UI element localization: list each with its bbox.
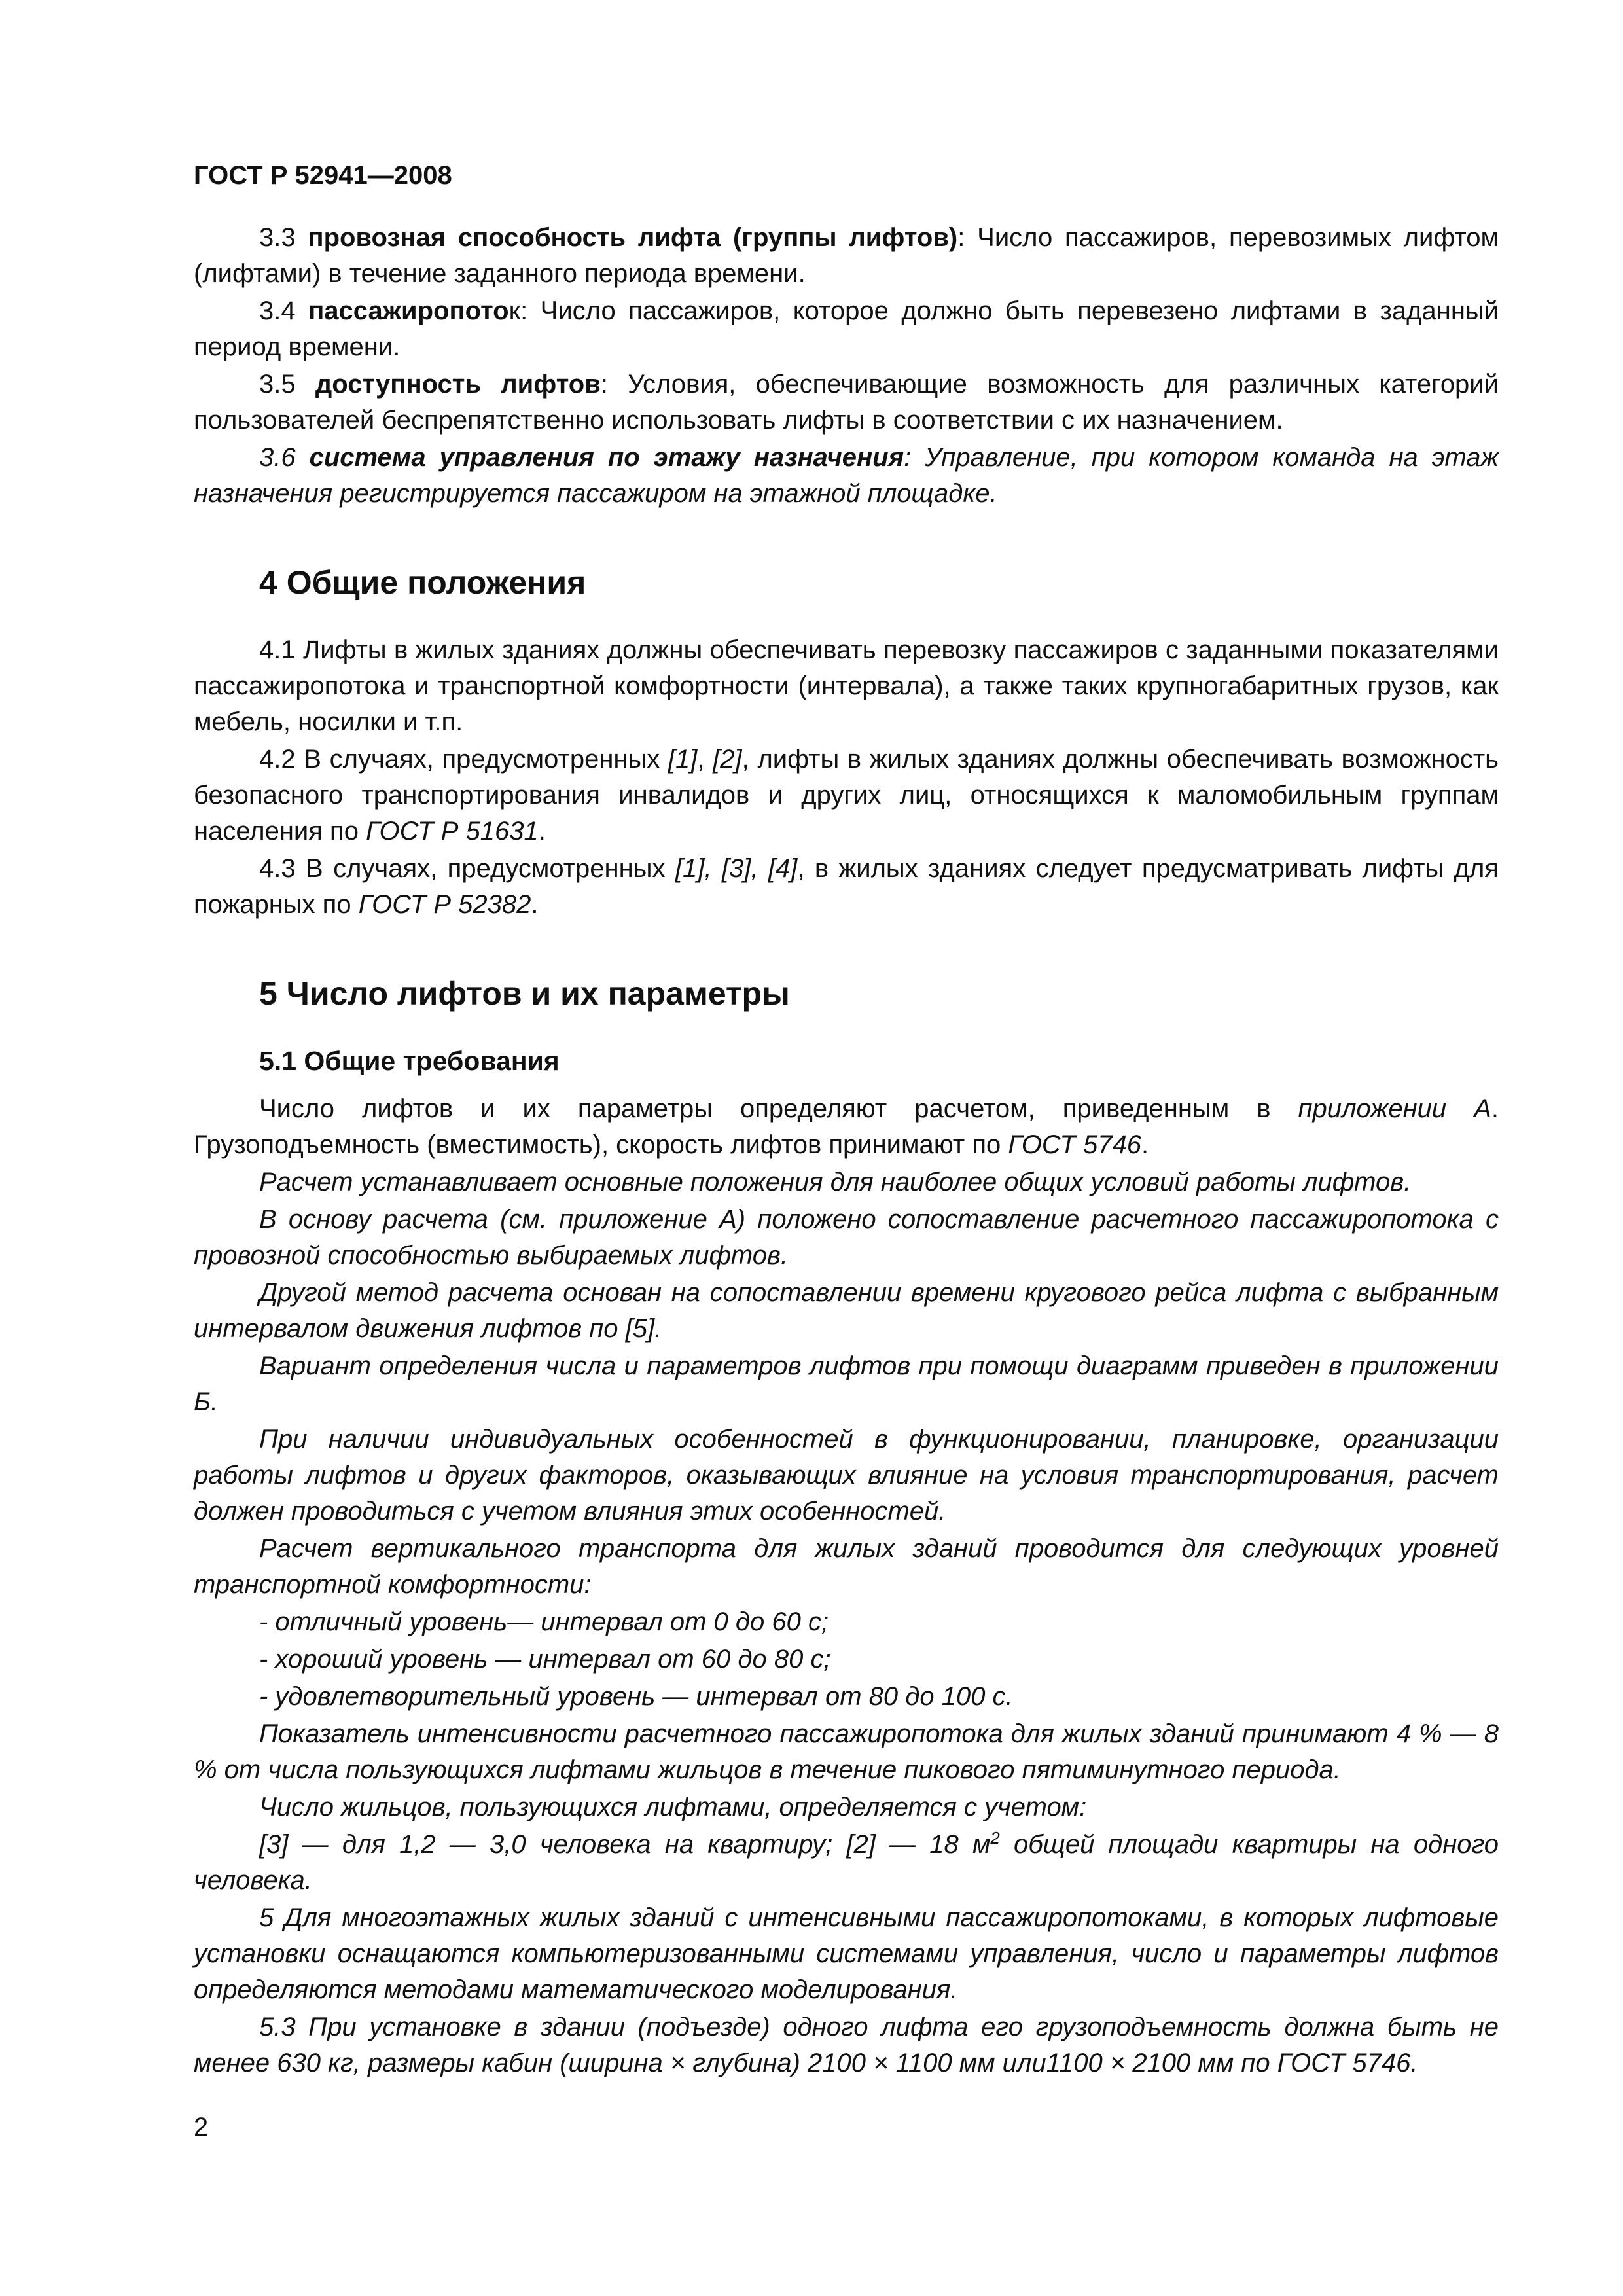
clause-number: 3.6	[259, 443, 310, 472]
section-4-heading: 4 Общие положения	[259, 564, 586, 601]
reference-link[interactable]: [1]	[668, 745, 698, 774]
document-code: ГОСТ Р 52941—2008	[194, 161, 452, 190]
reference-link[interactable]: [1], [3], [4]	[675, 854, 798, 883]
document-body	[194, 220, 1499, 2083]
paragraph-calculation	[194, 1091, 1499, 1163]
paragraph	[194, 1827, 1499, 1899]
paragraph-text: общей площади квартиры на одного человека.	[194, 1830, 1499, 1895]
clause-5-3: 5.3 При установке в здании (подъезде) одного лифта его грузоподъемность должна быть не менее 630 кг, размеры кабин (ширина × глубина) 2100 × 1100 мм или1100 × 2100 мм по ГОСТ 5746.	[194, 2013, 1499, 2077]
clause-3-5	[194, 367, 1499, 439]
clause-text: 4.2 В случаях, предусмотренных	[259, 745, 668, 774]
standard-reference[interactable]: ГОСТ Р 52382	[358, 890, 531, 919]
clause-3-3	[194, 220, 1499, 292]
defined-term-tail: к	[508, 296, 521, 325]
defined-term: доступность лифтов	[315, 370, 601, 399]
defined-term: система управления по этажу назначения	[309, 443, 904, 472]
list-item: - хороший уровень — интервал от 60 до 80 с;	[259, 1645, 831, 1674]
paragraph: Вариант определения числа и параметров лифтов при помощи диаграмм приведен в приложении Б.	[194, 1352, 1499, 1416]
clause-text: , лифты в жилых зданиях должны обеспечивать возможность безопасного транспортирования инвалидов и других лиц, относящихся к маломобильным группам населения по	[194, 745, 1499, 846]
list-item: - отличный уровень— интервал от 0 до 60 с;	[259, 1607, 829, 1636]
clause-number: 3.4	[259, 296, 309, 325]
paragraph: Расчет вертикального транспорта для жилых зданий проводится для следующих уровней транспортной комфортности:	[194, 1534, 1499, 1599]
clause-number: 3.5	[259, 370, 315, 399]
defined-term: пассажиропото	[308, 296, 509, 325]
definition-text: : Условия, обеспечивающие возможность для различных категорий пользователей беспрепятственно использовать лифты в соответствии с их назначением.	[194, 370, 1499, 435]
appendix-reference[interactable]: приложении А	[1298, 1094, 1491, 1123]
paragraph: При наличии индивидуальных особенностей в функционировании, планировке, организации работы лифтов и других факторов, оказывающих влияние на условия транспортирования, расчет должен проводиться с учетом влияния этих особенностей.	[194, 1425, 1499, 1526]
paragraph: Другой метод расчета основан на сопоставлении времени кругового рейса лифта с выбранным интервалом движения лифтов по [5].	[194, 1278, 1499, 1343]
subsection-5-1-heading: 5.1 Общие требования	[259, 1046, 560, 1076]
definition-text: : Число пассажиров, которое должно быть перевезено лифтами в заданный период времени.	[194, 296, 1499, 361]
reference-link[interactable]: [2]	[713, 745, 742, 774]
paragraph-text: Число лифтов и их параметры определяют расчетом, приведенным в	[259, 1094, 1298, 1123]
list-item: - удовлетворительный уровень — интервал от 80 до 100 с.	[259, 1682, 1013, 1711]
clause-end: .	[538, 817, 546, 846]
paragraph: В основу расчета (см. приложение А) положено сопоставление расчетного пассажиропотока с провозной способностью выбираемых лифтов.	[194, 1205, 1499, 1270]
clause-3-6	[194, 440, 1499, 512]
clause-4-1: 4.1 Лифты в жилых зданиях должны обеспечивать перевозку пассажиров с заданными показателями пассажиропотока и транспортной комфортности (интервала), а также таких крупногабаритных грузов, как мебель, носилки и т.п.	[194, 636, 1499, 736]
paragraph: Показатель интенсивности расчетного пассажиропотока для жилых зданий принимают 4 % — 8 % от числа пользующихся лифтами жильцов в течение пикового пятиминутного периода.	[194, 1719, 1499, 1784]
standard-reference[interactable]: ГОСТ Р 51631	[366, 817, 539, 846]
paragraph: Расчет устанавливает основные положения для наиболее общих условий работы лифтов.	[259, 1168, 1412, 1196]
paragraph-end: .	[1141, 1130, 1149, 1159]
paragraph-text: [3] — для 1,2 — 3,0 человека на квартиру; [2] — 18 м	[259, 1830, 991, 1859]
paragraph-text: . Грузоподъемность (вместимость), скорость лифтов принимают по	[194, 1094, 1499, 1159]
clause-text: 4.3 В случаях, предусмотренных	[259, 854, 675, 883]
clause-3-4	[194, 293, 1499, 365]
clause-number: 3.3	[259, 223, 308, 252]
clause-end: .	[531, 890, 539, 919]
definition-text: : Число пассажиров, перевозимых лифтом (лифтами) в течение заданного периода времени.	[194, 223, 1499, 288]
definition-text: : Управление, при котором команда на этаж назначения регистрируется пассажиром на этажной площадке.	[194, 443, 1499, 508]
clause-4-3	[194, 851, 1499, 923]
page-number: 2	[194, 2113, 209, 2142]
clause-4-2	[194, 742, 1499, 850]
defined-term: провозная способность лифта (группы лифтов)	[308, 223, 958, 252]
paragraph: 5 Для многоэтажных жилых зданий с интенсивными пассажиропотоками, в которых лифтовые установки оснащаются компьютеризованными системами управления, число и параметры лифтов определяются методами математического моделирования.	[194, 1903, 1499, 2004]
separator: ,	[697, 745, 713, 774]
superscript: 2	[990, 1828, 1000, 1848]
paragraph: Число жильцов, пользующихся лифтами, определяется с учетом:	[259, 1793, 1087, 1821]
section-5-heading: 5 Число лифтов и их параметры	[259, 975, 790, 1012]
standard-reference[interactable]: ГОСТ 5746	[1008, 1130, 1141, 1159]
clause-text: , в жилых зданиях следует предусматривать лифты для пожарных по	[194, 854, 1499, 919]
